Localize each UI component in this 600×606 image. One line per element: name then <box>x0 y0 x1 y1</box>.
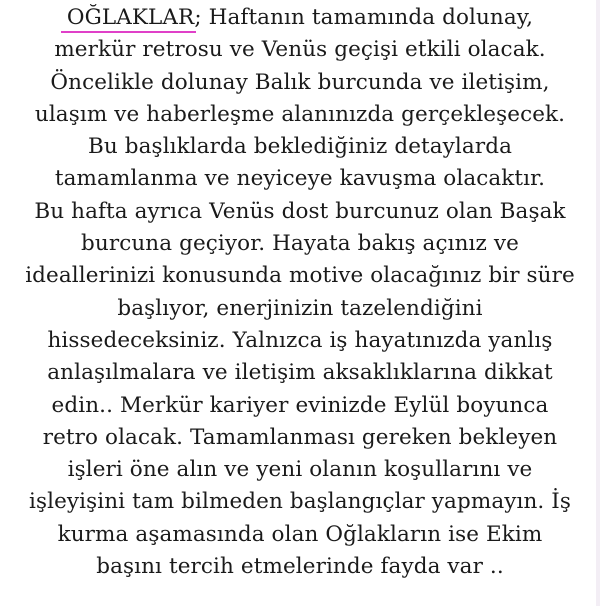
text-line-2: merkür retrosu ve Venüs geçişi etkili olacak. <box>54 37 546 63</box>
horoscope-text <box>0 2 600 583</box>
text-line-11: hissedeceksiniz. Yalnızca iş hayatınızda yanlış <box>47 327 553 353</box>
text-line-13: edin.. Merkür kariyer evinizde Eylül boyunca <box>51 392 549 418</box>
text-line-17: kurma aşamasında olan Oğlakların ise Ekim <box>57 521 543 547</box>
text-line-16: işleyişini tam bilmeden başlangıçlar yapmayın. İş <box>28 489 571 515</box>
line-1-rest: ; Haftanın tamamında dolunay, <box>194 5 534 30</box>
text-line-12: anlaşılmalara ve iletişim aksaklıklarına dikkat <box>47 360 553 386</box>
heading-capricorn <box>67 2 194 34</box>
text-line-7: Bu hafta ayrıca Venüs dost burcunuz olan Başak <box>34 198 566 224</box>
text-line-5: Bu başlıklarda beklediğiniz detaylarda <box>88 134 512 160</box>
text-line-15: işleri öne alın ve yeni olanın koşullarını ve <box>67 457 533 483</box>
text-line-8: burcuna geçiyor. Hayata bakış açınız ve <box>81 231 519 257</box>
text-line-9: ideallerinizi konusunda motive olacağınız bir süre <box>25 263 575 289</box>
heading-underline <box>61 31 196 33</box>
text-line-10: başlıyor, enerjinizin tazelendiğini <box>117 295 483 321</box>
text-line-1 <box>0 2 600 34</box>
text-line-14: retro olacak. Tamamlanması gereken bekleyen <box>42 424 558 450</box>
text-line-18: başını tercih etmelerinde fayda var .. <box>96 554 504 580</box>
text-line-3: Öncelikle dolunay Balık burcunda ve iletişim, <box>50 69 550 95</box>
text-line-4: ulaşım ve haberleşme alanınızda gerçekleşecek. <box>34 101 566 127</box>
heading-text: OĞLAKLAR <box>66 5 195 30</box>
text-line-6: tamamlanma ve neyiceye kavuşma olacaktır. <box>54 166 546 192</box>
